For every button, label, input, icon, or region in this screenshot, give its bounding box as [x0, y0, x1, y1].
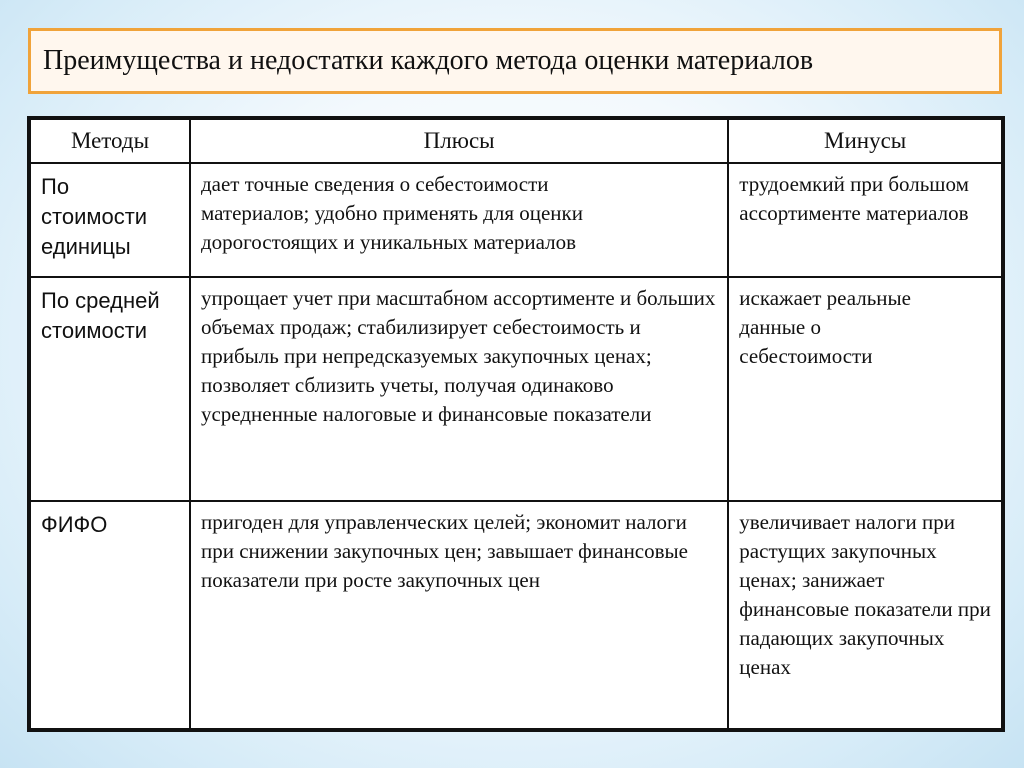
cons-cell: [728, 163, 1002, 277]
pros-cell: [190, 501, 728, 729]
table-row: [30, 277, 1002, 501]
table-row: [30, 501, 1002, 729]
pros-text: дает точные сведения о себестоимости материалов; удобно применять для оценки дорогостоящих и уникальных материалов: [200, 172, 583, 254]
cons-cell: [728, 277, 1002, 501]
comparison-table: [27, 116, 1005, 732]
cons-text: увеличивает налоги при растущих закупочных ценах; занижает финансовые показатели при падающих закупочных ценах: [739, 510, 991, 679]
table-header-row: [30, 119, 1002, 163]
cons-cell: [728, 501, 1002, 729]
cons-text: искажает реальные данные о себестоимости: [739, 286, 911, 368]
comparison-table-wrapper: [27, 116, 1005, 732]
method-cell: [30, 501, 190, 729]
header-cons: Минусы: [728, 119, 1002, 163]
header-pros: Плюсы: [190, 119, 728, 163]
slide-title: Преимущества и недостатки каждого метода оценки материалов: [43, 45, 814, 76]
header-methods: Методы: [30, 119, 190, 163]
pros-text: пригоден для управленческих целей; экономит налоги при снижении закупочных цен; завышает финансовые показатели при росте закупочных цен: [200, 510, 688, 592]
pros-text: упрощает учет при масштабном ассортименте и больших объемах продаж; стабилизирует себестоимость и прибыль при непредсказуемых закупочных ценах; позволяет сблизить учеты, получая одинаково усредненные налоговые и финансовые показатели: [200, 286, 716, 426]
pros-cell: [190, 163, 728, 277]
pros-cell: [190, 277, 728, 501]
cons-text: трудоемкий при большом ассортименте материалов: [739, 172, 969, 225]
method-name: ФИФО: [41, 512, 108, 537]
slide-title-box: [28, 28, 1002, 94]
method-cell: [30, 163, 190, 277]
method-name: По стоимости единицы: [41, 174, 148, 259]
method-name: По средней стоимости: [41, 288, 160, 343]
table-row: [30, 163, 1002, 277]
method-cell: [30, 277, 190, 501]
